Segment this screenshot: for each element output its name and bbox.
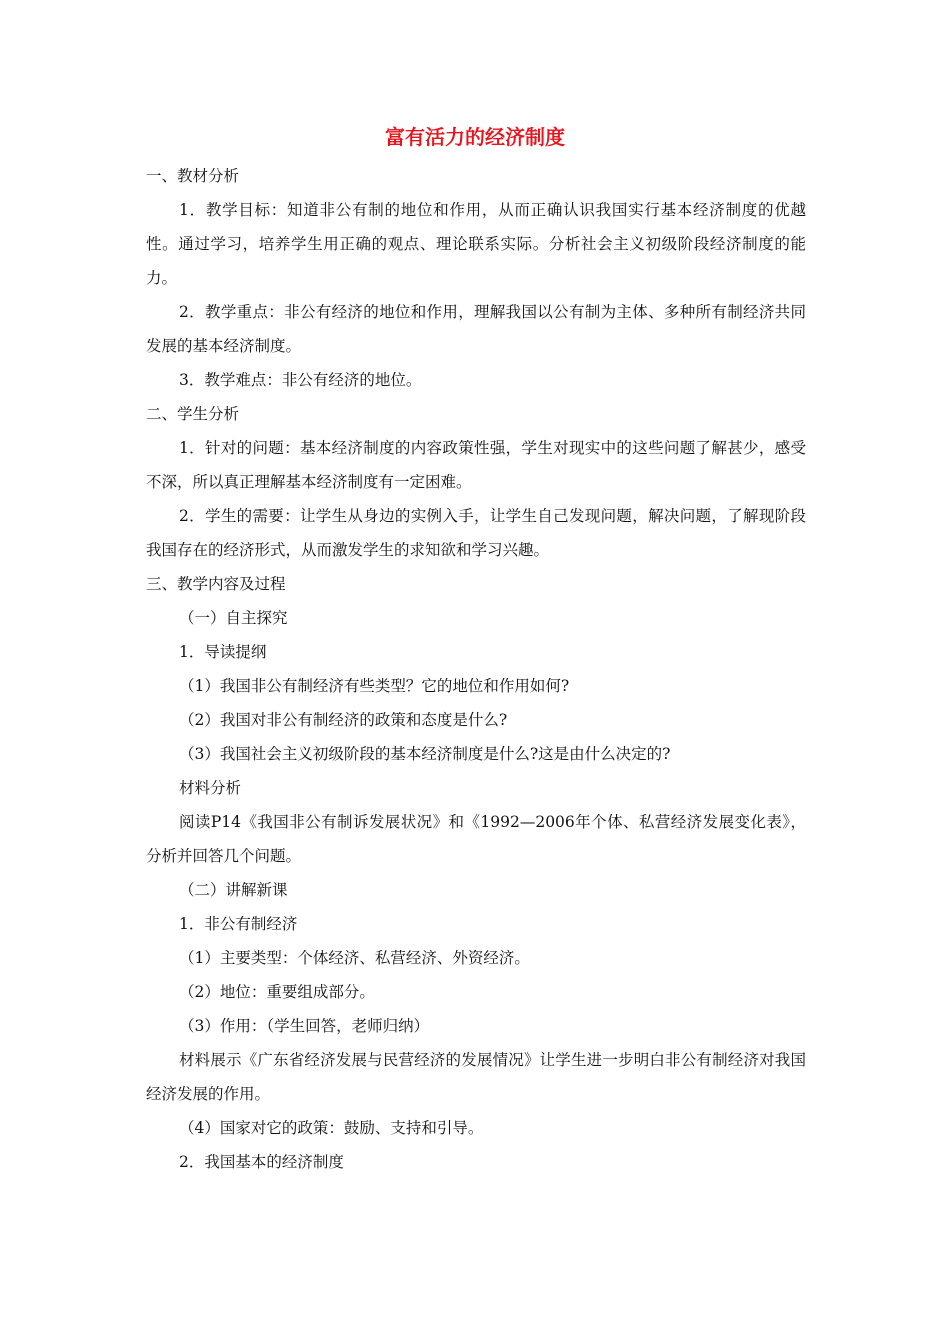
paragraph: （2）我国对非公有制经济的政策和态度是什么? [179,711,508,729]
paragraph: 1．导读提纲 [179,643,267,661]
paragraph: （一）自主探究 [179,609,288,627]
paragraph: （二）讲解新课 [179,881,288,899]
section-heading: 二、学生分析 [146,405,240,423]
document-body [146,159,806,1179]
paragraph: （4）国家对它的政策：鼓励、支持和引导。 [179,1119,484,1137]
paragraph: 1．教学目标：知道非公有制的地位和作用，从而正确认识我国实行基本经济制度的优越性。通过学习，培养学生用正确的观点、理论联系实际。分析社会主义初级阶段经济制度的能力。 [146,201,806,287]
section-heading: 三、教学内容及过程 [146,575,286,593]
paragraph: 1．非公有制经济 [179,915,298,933]
paragraph: （1）我国非公有制经济有些类型？它的地位和作用如何? [179,677,570,695]
paragraph: （2）地位：重要组成部分。 [179,983,375,1001]
paragraph: 材料展示《广东省经济发展与民营经济的发展情况》让学生进一步明白非公有制经济对我国经济发展的作用。 [146,1051,806,1103]
paragraph: 阅读P14《我国非公有制诉发展状况》和《1992—2006年个体、私营经济发展变化表》，分析并回答几个问题。 [146,813,806,865]
section-heading: 一、教材分析 [146,167,240,185]
paragraph: （3）作用：（学生回答，老师归纳） [179,1017,430,1035]
paragraph: 2．教学重点：非公有经济的地位和作用，理解我国以公有制为主体、多种所有制经济共同发展的基本经济制度。 [146,303,806,355]
paragraph: 2．学生的需要：让学生从身边的实例入手，让学生自己发现问题，解决问题，了解现阶段我国存在的经济形式，从而激发学生的求知欲和学习兴趣。 [146,507,806,559]
paragraph: 2．我国基本的经济制度 [179,1153,344,1171]
paragraph: 材料分析 [179,779,242,797]
paragraph: （1）主要类型：个体经济、私营经济、外资经济。 [179,949,530,967]
paragraph: （3）我国社会主义初级阶段的基本经济制度是什么?这是由什么决定的? [179,745,671,763]
document-title: 富有活力的经济制度 [385,125,565,149]
paragraph: 1．针对的问题：基本经济制度的内容政策性强，学生对现实中的这些问题了解甚少，感受不深，所以真正理解基本经济制度有一定困难。 [146,439,806,491]
paragraph: 3．教学难点：非公有经济的地位。 [179,371,422,389]
